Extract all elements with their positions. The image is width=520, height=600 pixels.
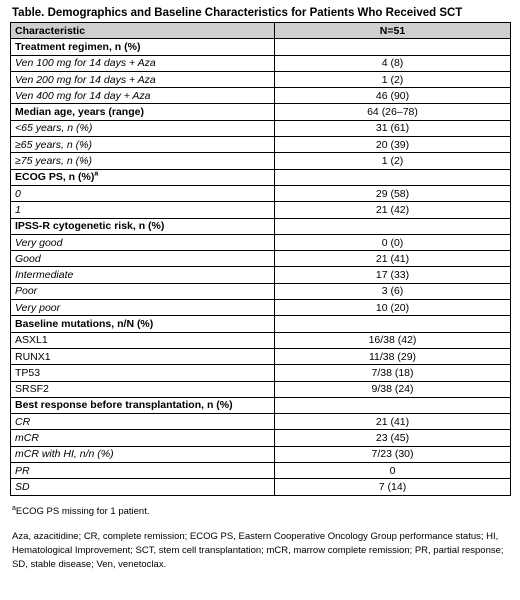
- row-label-text: Baseline mutations, n/N (%): [15, 317, 154, 330]
- row-label: [11, 153, 275, 169]
- table-row: [11, 283, 511, 299]
- row-label-text: PR: [15, 464, 30, 477]
- row-value: 17 (33): [275, 267, 511, 283]
- row-label: [11, 414, 275, 430]
- row-value: 3 (6): [275, 283, 511, 299]
- category-row: [11, 104, 511, 120]
- row-value: 29 (58): [275, 185, 511, 201]
- row-label: [11, 137, 275, 153]
- row-value: 11/38 (29): [275, 348, 511, 364]
- row-value: 4 (8): [275, 55, 511, 71]
- row-label-text: mCR with HI, n/n (%): [15, 448, 114, 461]
- table-row: [11, 463, 511, 479]
- footnote-text: ECOG PS missing for 1 patient.: [15, 505, 150, 517]
- row-label: [11, 283, 275, 299]
- table-row: [11, 332, 511, 348]
- row-label-text: Ven 400 mg for 14 day + Aza: [15, 89, 151, 102]
- table-row: [11, 414, 511, 430]
- table-row: [11, 446, 511, 462]
- demographics-table: [10, 22, 511, 496]
- row-label-text: CR: [15, 415, 31, 428]
- category-row: [11, 218, 511, 234]
- row-label: [11, 169, 275, 185]
- table-row: [11, 153, 511, 169]
- table-row: [11, 202, 511, 218]
- footnote: [12, 505, 512, 518]
- table-row: [11, 479, 511, 495]
- row-label-text: Very good: [15, 236, 63, 249]
- row-label-text: Ven 100 mg for 14 days + Aza: [15, 57, 156, 70]
- row-label-text: 1: [15, 203, 21, 216]
- row-value: 46 (90): [275, 88, 511, 104]
- row-label-text: ≥65 years, n (%): [15, 138, 92, 151]
- row-label-text: ASXL1: [15, 334, 48, 347]
- row-label: [11, 39, 275, 55]
- row-value: [275, 169, 511, 185]
- row-value: [275, 218, 511, 234]
- table-row: [11, 267, 511, 283]
- row-value: 16/38 (42): [275, 332, 511, 348]
- row-value: 1 (2): [275, 71, 511, 87]
- row-label-text: mCR: [15, 432, 39, 445]
- row-value: 7/38 (18): [275, 365, 511, 381]
- row-label-text: Median age, years (range): [15, 106, 144, 119]
- row-value: 31 (61): [275, 120, 511, 136]
- row-value: 7/23 (30): [275, 446, 511, 462]
- table-row: [11, 300, 511, 316]
- row-label: [11, 234, 275, 250]
- table-row: [11, 430, 511, 446]
- row-value: 10 (20): [275, 300, 511, 316]
- footnote-marker: a: [94, 170, 99, 178]
- row-value: 23 (45): [275, 430, 511, 446]
- footnote-marker: a: [12, 504, 16, 512]
- row-value: 9/38 (24): [275, 381, 511, 397]
- row-value: 1 (2): [275, 153, 511, 169]
- table-row: [11, 365, 511, 381]
- row-label: [11, 479, 275, 495]
- row-value: 20 (39): [275, 137, 511, 153]
- row-label: [11, 251, 275, 267]
- row-label: [11, 55, 275, 71]
- table-row: [11, 71, 511, 87]
- category-row: [11, 169, 511, 185]
- row-value: 21 (41): [275, 414, 511, 430]
- table-row: [11, 185, 511, 201]
- row-label: [11, 332, 275, 348]
- abbreviations: Aza, azacitidine; CR, complete remission; ECOG PS, Eastern Cooperative Oncology Group performance status; HI, Hematological Improvement; SCT, stem cell transplantation; mCR, marrow complete remission; PR, partial response; SD, stable disease; Ven, venetoclax.: [12, 530, 504, 570]
- table-row: [11, 88, 511, 104]
- row-value: 0 (0): [275, 234, 511, 250]
- table-row: [11, 251, 511, 267]
- row-label: [11, 88, 275, 104]
- row-label-text: SD: [15, 480, 30, 493]
- row-label: [11, 316, 275, 332]
- row-label-text: Poor: [15, 285, 38, 298]
- row-label-text: Very poor: [15, 301, 61, 314]
- table-row: [11, 55, 511, 71]
- category-row: [11, 397, 511, 413]
- row-label-text: Intermediate: [15, 269, 74, 282]
- table-row: [11, 234, 511, 250]
- row-label-text: Treatment regimen, n (%): [15, 40, 141, 53]
- row-label: [11, 267, 275, 283]
- row-value: 7 (14): [275, 479, 511, 495]
- row-label: [11, 397, 275, 413]
- header-n: N=51: [275, 23, 511, 39]
- row-label: [11, 202, 275, 218]
- table-row: [11, 381, 511, 397]
- row-label-text: TP53: [15, 366, 41, 379]
- row-label: [11, 71, 275, 87]
- row-value: 21 (41): [275, 251, 511, 267]
- row-value: 0: [275, 463, 511, 479]
- row-value: [275, 397, 511, 413]
- category-row: [11, 316, 511, 332]
- row-label: [11, 218, 275, 234]
- row-label: [11, 120, 275, 136]
- row-label: [11, 463, 275, 479]
- row-label: [11, 104, 275, 120]
- row-label-text: Good: [15, 252, 41, 265]
- row-label-text: RUNX1: [15, 350, 51, 363]
- category-row: [11, 39, 511, 55]
- table-row: [11, 120, 511, 136]
- row-label-text: IPSS-R cytogenetic risk, n (%): [15, 220, 165, 233]
- header-characteristic: Characteristic: [11, 23, 275, 39]
- table-body: [11, 39, 511, 495]
- row-label-text: Ven 200 mg for 14 days + Aza: [15, 73, 156, 86]
- row-label-text: SRSF2: [15, 383, 49, 396]
- table-row: [11, 348, 511, 364]
- row-label: [11, 365, 275, 381]
- row-label: [11, 300, 275, 316]
- row-label-text: <65 years, n (%): [15, 122, 93, 135]
- row-value: [275, 39, 511, 55]
- row-value: 64 (26–78): [275, 104, 511, 120]
- row-value: [275, 316, 511, 332]
- table-title: Table. Demographics and Baseline Characteristics for Patients Who Received SCT: [12, 7, 463, 19]
- row-label: [11, 381, 275, 397]
- row-label: [11, 348, 275, 364]
- row-label: [11, 185, 275, 201]
- row-label: [11, 446, 275, 462]
- row-label-text: ECOG PS, n (%): [15, 171, 95, 184]
- row-value: 21 (42): [275, 202, 511, 218]
- row-label: [11, 430, 275, 446]
- table-header-row: [11, 23, 511, 39]
- row-label-text: Best response before transplantation, n (%): [15, 399, 233, 412]
- row-label-text: 0: [15, 187, 21, 200]
- table-row: [11, 137, 511, 153]
- row-label-text: ≥75 years, n (%): [15, 155, 92, 168]
